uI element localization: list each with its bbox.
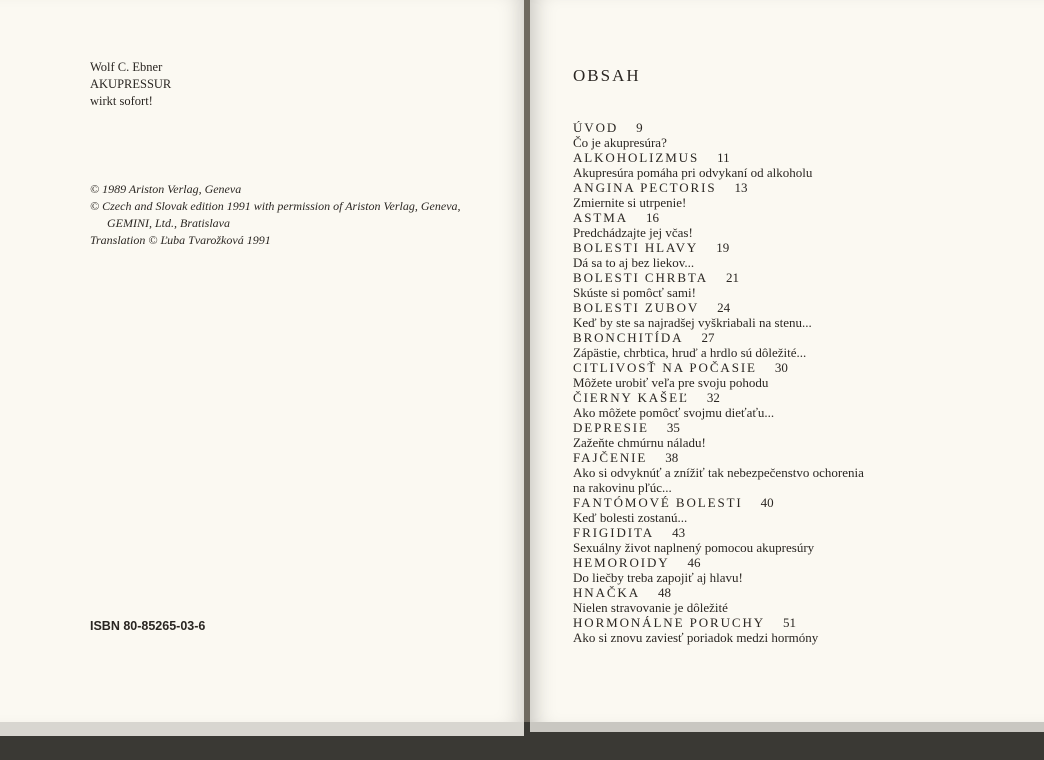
copyright-line: © Czech and Slovak edition 1991 with permission of Ariston Verlag, Geneva, — [90, 199, 461, 213]
toc-entry — [573, 525, 1013, 540]
toc-entry-description: na rakovinu pľúc... — [573, 480, 672, 495]
toc-entry — [573, 300, 1013, 315]
toc-entry — [573, 240, 1013, 255]
imprint-block — [90, 59, 171, 110]
isbn: ISBN 80-85265-03-6 — [90, 619, 206, 633]
toc-entry — [573, 180, 1013, 195]
toc-entry-page: 30 — [774, 360, 788, 375]
toc-entry-page: 38 — [665, 450, 679, 465]
toc-entry-page: 40 — [760, 495, 774, 510]
toc-entry — [573, 390, 1013, 405]
toc-entry-title: ČIERNY KAŠEĽ — [573, 390, 689, 405]
toc-entry-title: ALKOHOLIZMUS — [573, 150, 700, 165]
toc-entry-description: Akupresúra pomáha pri odvykaní od alkoholu — [573, 165, 813, 180]
toc-entry-title: HORMONÁLNE PORUCHY — [573, 615, 766, 630]
toc-entry — [573, 210, 1013, 225]
toc-entry-description: Zažeňte chmúrnu náladu! — [573, 435, 706, 450]
toc-entry — [573, 330, 1013, 345]
left-page — [0, 0, 525, 722]
toc-entry-title: FAJČENIE — [573, 450, 648, 465]
toc-entry-description: Môžete urobiť veľa pre svoju pohodu — [573, 375, 769, 390]
original-title: AKUPRESSUR — [90, 77, 172, 91]
toc-entry-title: HNAČKA — [573, 585, 641, 600]
original-subtitle: wirkt sofort! — [90, 94, 153, 108]
toc-entry-page: 32 — [706, 390, 720, 405]
toc-heading: OBSAH — [573, 66, 641, 85]
toc-entry-description: Do liečby treba zapojiť aj hlavu! — [573, 570, 743, 585]
toc-entry-page: 13 — [734, 180, 748, 195]
toc-entry-page: 21 — [725, 270, 739, 285]
copyright-line: GEMINI, Ltd., Bratislava — [107, 216, 230, 230]
toc-entry-description: Zápästie, chrbtica, hruď a hrdlo sú dôležité... — [573, 345, 807, 360]
toc-entry-description: Ako si odvyknúť a znížiť tak nebezpečenstvo ochorenia — [573, 465, 864, 480]
toc-entry-title: HEMOROIDY — [573, 555, 670, 570]
table-of-contents — [573, 120, 1013, 645]
copyright-line: Translation © Ľuba Tvarožková 1991 — [90, 233, 271, 247]
toc-entry-title: CITLIVOSŤ NA POČASIE — [573, 360, 757, 375]
toc-entry-page: 46 — [687, 555, 701, 570]
book-cover-edge — [0, 722, 1044, 760]
toc-entry-page: 27 — [701, 330, 715, 345]
toc-entry — [573, 150, 1013, 165]
toc-entry-page: 16 — [646, 210, 660, 225]
toc-entry — [573, 450, 1013, 465]
toc-entry-description: Skúste si pomôcť sami! — [573, 285, 696, 300]
toc-entry-page: 9 — [636, 120, 643, 135]
toc-entry-page: 43 — [672, 525, 686, 540]
toc-entry-page: 51 — [783, 615, 797, 630]
toc-entry-description: Sexuálny život naplnený pomocou akupresúry — [573, 540, 815, 555]
toc-entry-description: Dá sa to aj bez liekov... — [573, 255, 695, 270]
toc-entry-description: Zmiernite si utrpenie! — [573, 195, 687, 210]
toc-entry-description: Predchádzajte jej včas! — [573, 225, 693, 240]
toc-entry-description: Keď by ste sa najradšej vyškriabali na stenu... — [573, 315, 812, 330]
toc-entry — [573, 270, 1013, 285]
toc-entry-page: 24 — [717, 300, 731, 315]
toc-entry-title: BOLESTI CHRBTA — [573, 270, 708, 285]
toc-entry — [573, 495, 1013, 510]
toc-entry — [573, 360, 1013, 375]
toc-entry — [573, 120, 1013, 135]
toc-entry-description: Ako si znovu zaviesť poriadok medzi hormóny — [573, 630, 819, 645]
toc-entry — [573, 585, 1013, 600]
page-edge-right — [530, 722, 1044, 732]
toc-entry-description: Čo je akupresúra? — [573, 135, 667, 150]
toc-entry-page: 19 — [716, 240, 730, 255]
toc-entry-title: BRONCHITÍDA — [573, 330, 684, 345]
copyright-line: © 1989 Ariston Verlag, Geneva — [90, 182, 242, 196]
toc-entry-title: FRIGIDITA — [573, 525, 655, 540]
page-edge-left — [0, 722, 524, 736]
toc-entry — [573, 615, 1013, 630]
toc-entry-title: ANGINA PECTORIS — [573, 180, 717, 195]
toc-entry — [573, 555, 1013, 570]
toc-entry-title: FANTÓMOVÉ BOLESTI — [573, 495, 743, 510]
toc-entry-description: Nielen stravovanie je dôležité — [573, 600, 728, 615]
toc-entry-page: 11 — [717, 150, 730, 165]
toc-entry-title: BOLESTI HLAVY — [573, 240, 699, 255]
copyright-block — [90, 181, 510, 249]
toc-entry — [573, 420, 1013, 435]
toc-entry-title: ASTMA — [573, 210, 629, 225]
toc-entry-title: DEPRESIE — [573, 420, 649, 435]
toc-entry-description: Ako môžete pomôcť svojmu dieťaťu... — [573, 405, 775, 420]
toc-entry-title: ÚVOD — [573, 120, 619, 135]
toc-entry-page: 35 — [666, 420, 680, 435]
author-name: Wolf C. Ebner — [90, 60, 163, 74]
toc-entry-page: 48 — [658, 585, 672, 600]
toc-entry-title: BOLESTI ZUBOV — [573, 300, 700, 315]
toc-entry-description: Keď bolesti zostanú... — [573, 510, 688, 525]
